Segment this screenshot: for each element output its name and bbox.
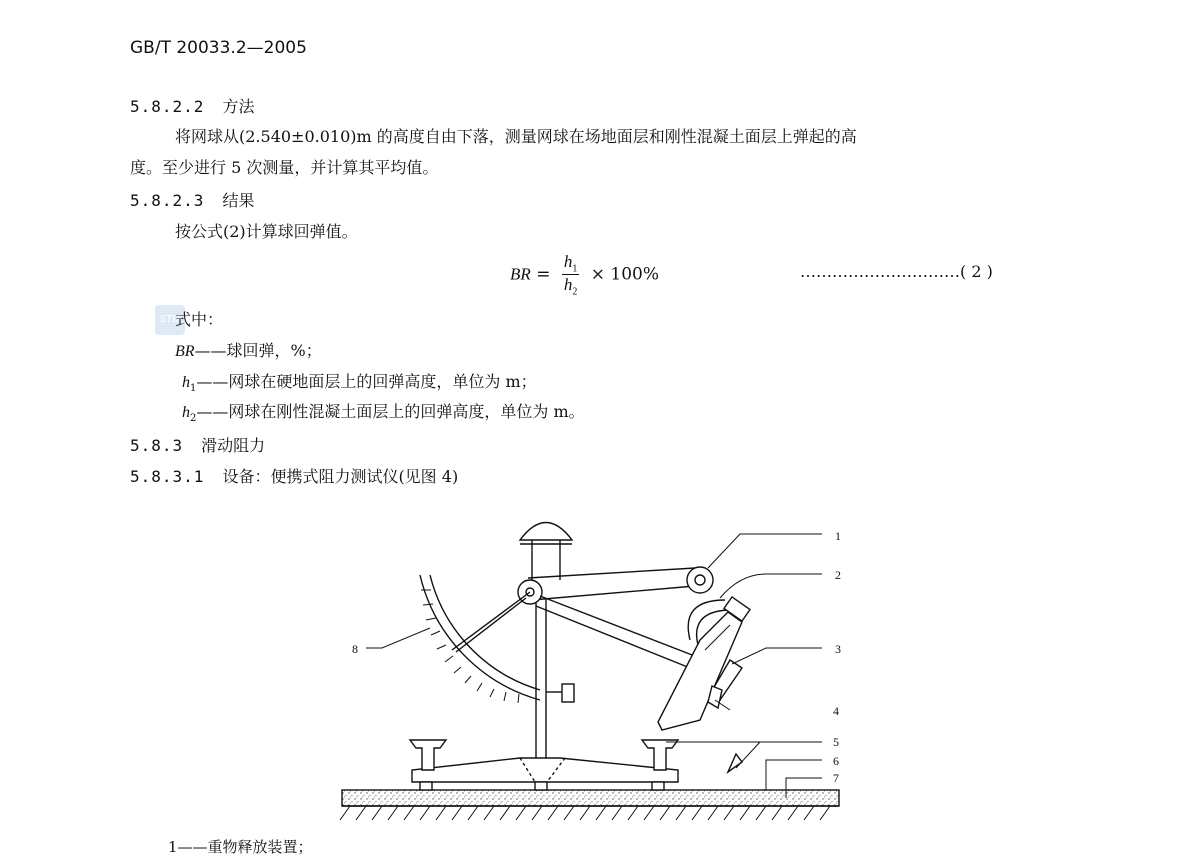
formula-numerator: $h_1$ bbox=[563, 252, 578, 275]
levelling-screw-right bbox=[642, 740, 678, 770]
callout-1: 1 bbox=[835, 529, 841, 543]
surface-layer bbox=[342, 790, 839, 806]
paragraph-method-line2: 度。至少进行 5 次测量，并计算其平均值。 bbox=[130, 158, 439, 177]
paragraph-method-line1: 将网球从(2.540±0.010)m 的高度自由下落，测量网球在场地面层和刚性混凝土面层上弹起的高 bbox=[175, 127, 857, 146]
where-h1: $h_1——$网球在硬地面层上的回弹高度，单位为 m； bbox=[182, 372, 537, 395]
section-number: 5.8.3 bbox=[130, 436, 184, 455]
formula-eq-no: ( 2 ) bbox=[960, 262, 993, 281]
callout-3: 3 bbox=[835, 642, 841, 656]
pendulum-arm bbox=[540, 596, 705, 660]
base-frame bbox=[412, 758, 678, 782]
formula-rhs: × 100% bbox=[590, 264, 659, 285]
section-title: 滑动阻力 bbox=[201, 436, 266, 455]
section-title: 方法 bbox=[222, 97, 255, 116]
foot-left bbox=[420, 782, 432, 790]
section-title: 结果 bbox=[222, 191, 255, 210]
foot-middle bbox=[535, 782, 547, 790]
foot-right bbox=[652, 782, 664, 790]
horizontal-arm-top bbox=[528, 568, 695, 578]
release-device bbox=[687, 567, 713, 593]
callout-8: 8 bbox=[352, 642, 358, 656]
formula-equals: = bbox=[536, 264, 551, 285]
standard-number-header: GB/T 20033.2—2005 bbox=[130, 38, 307, 58]
where-intro: 式中： bbox=[175, 310, 224, 329]
section-number: 5.8.2.3 bbox=[130, 191, 205, 210]
section-number: 5.8.3.1 bbox=[130, 467, 205, 486]
callout-2: 2 bbox=[835, 568, 841, 582]
pointer-needle bbox=[452, 592, 530, 650]
height-adjust-knob bbox=[562, 684, 574, 702]
formula-lhs: BR bbox=[510, 264, 531, 284]
formula-dots: ………………………… bbox=[800, 262, 960, 281]
callout-6: 6 bbox=[833, 754, 839, 768]
callout-7: 7 bbox=[833, 771, 839, 785]
ground-hatch bbox=[340, 806, 830, 820]
where-br: BR——球回弹，%； bbox=[175, 341, 322, 360]
callout-4: 4 bbox=[833, 704, 839, 718]
top-handle bbox=[520, 523, 572, 541]
legend-item-1: 1——重物释放装置； bbox=[168, 838, 313, 856]
section-title: 设备：便携式阻力测试仪(见图 4) bbox=[222, 467, 459, 486]
section-number: 5.8.2.2 bbox=[130, 97, 205, 116]
where-h2: $h_2——$网球在刚性混凝土面层上的回弹高度，单位为 m。 bbox=[182, 402, 585, 425]
formula-denominator: $h_2$ bbox=[563, 275, 578, 298]
callout-5: 5 bbox=[833, 735, 839, 749]
watermark-logo: STD bbox=[155, 305, 185, 335]
paragraph-result: 按公式(2)计算球回弹值。 bbox=[175, 222, 358, 241]
levelling-screw-left bbox=[410, 740, 446, 770]
